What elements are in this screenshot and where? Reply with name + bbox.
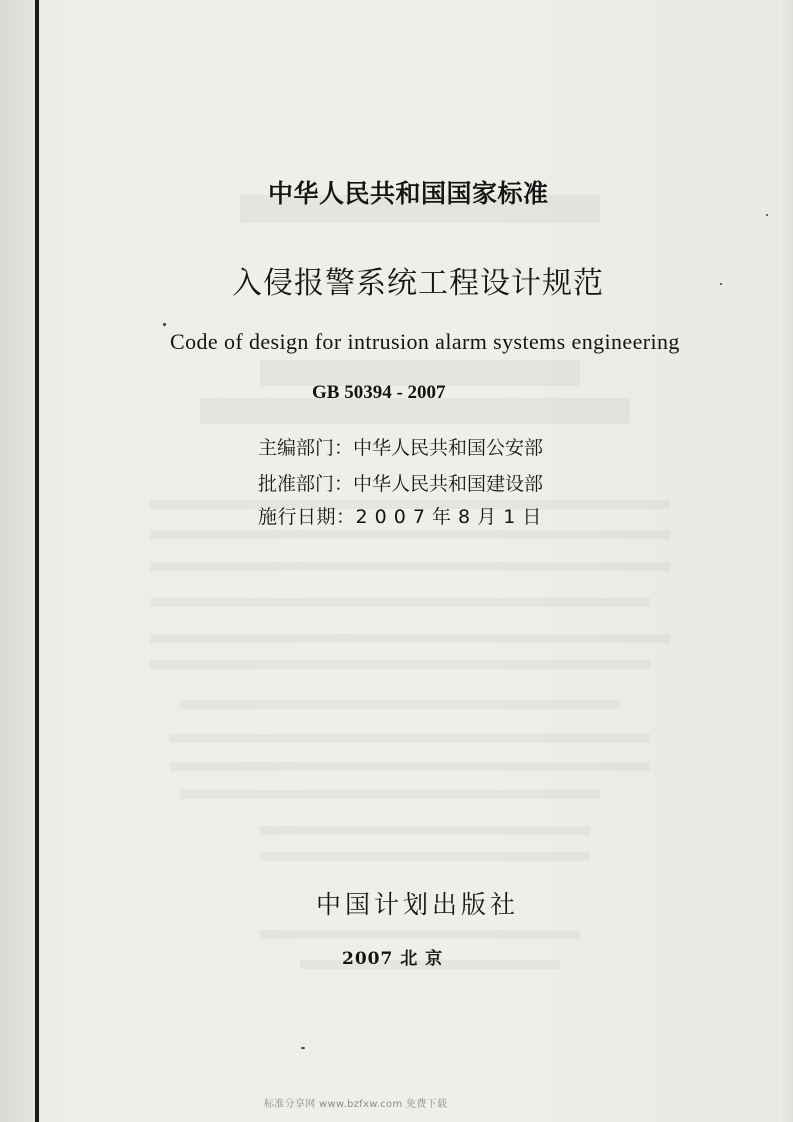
show-through-line [150, 562, 670, 571]
document-title-english: Code of design for intrusion alarm systems engineering [170, 329, 680, 354]
document-title-chinese: 入侵报警系统工程设计规范 [232, 266, 604, 301]
page-right-edge [779, 0, 793, 1122]
scan-speck [766, 214, 768, 216]
effective-date: 施行日期：2 0 0 7 年 8 月 1 日 [258, 506, 542, 528]
scan-speck [163, 323, 166, 326]
show-through-line [150, 660, 650, 669]
show-through-line [150, 634, 670, 643]
standard-type-heading: 中华人民共和国国家标准 [268, 179, 549, 208]
publication-year-place: 2007 北 京 [342, 949, 444, 969]
show-through-line [150, 530, 670, 539]
show-through-line [260, 930, 580, 939]
scan-speck [301, 1047, 305, 1049]
binding-edge [35, 0, 39, 1122]
scan-speck [720, 283, 722, 285]
show-through-line [260, 852, 590, 861]
publisher-name: 中国计划出版社 [316, 890, 520, 919]
show-through-line [260, 826, 590, 835]
show-through-line [170, 762, 650, 771]
show-through-line [170, 734, 650, 743]
show-through-line [150, 598, 650, 607]
approving-department: 批准部门：中华人民共和国建设部 [258, 473, 544, 495]
show-through-line [180, 700, 620, 709]
binding-shadow [0, 0, 35, 1122]
footer-watermark: 标准分享网 www.bzfxw.com 免费下载 [264, 1099, 448, 1110]
chief-editor-department: 主编部门：中华人民共和国公安部 [258, 437, 544, 459]
show-through-line [180, 790, 600, 799]
standard-code: GB 50394 - 2007 [312, 382, 446, 403]
